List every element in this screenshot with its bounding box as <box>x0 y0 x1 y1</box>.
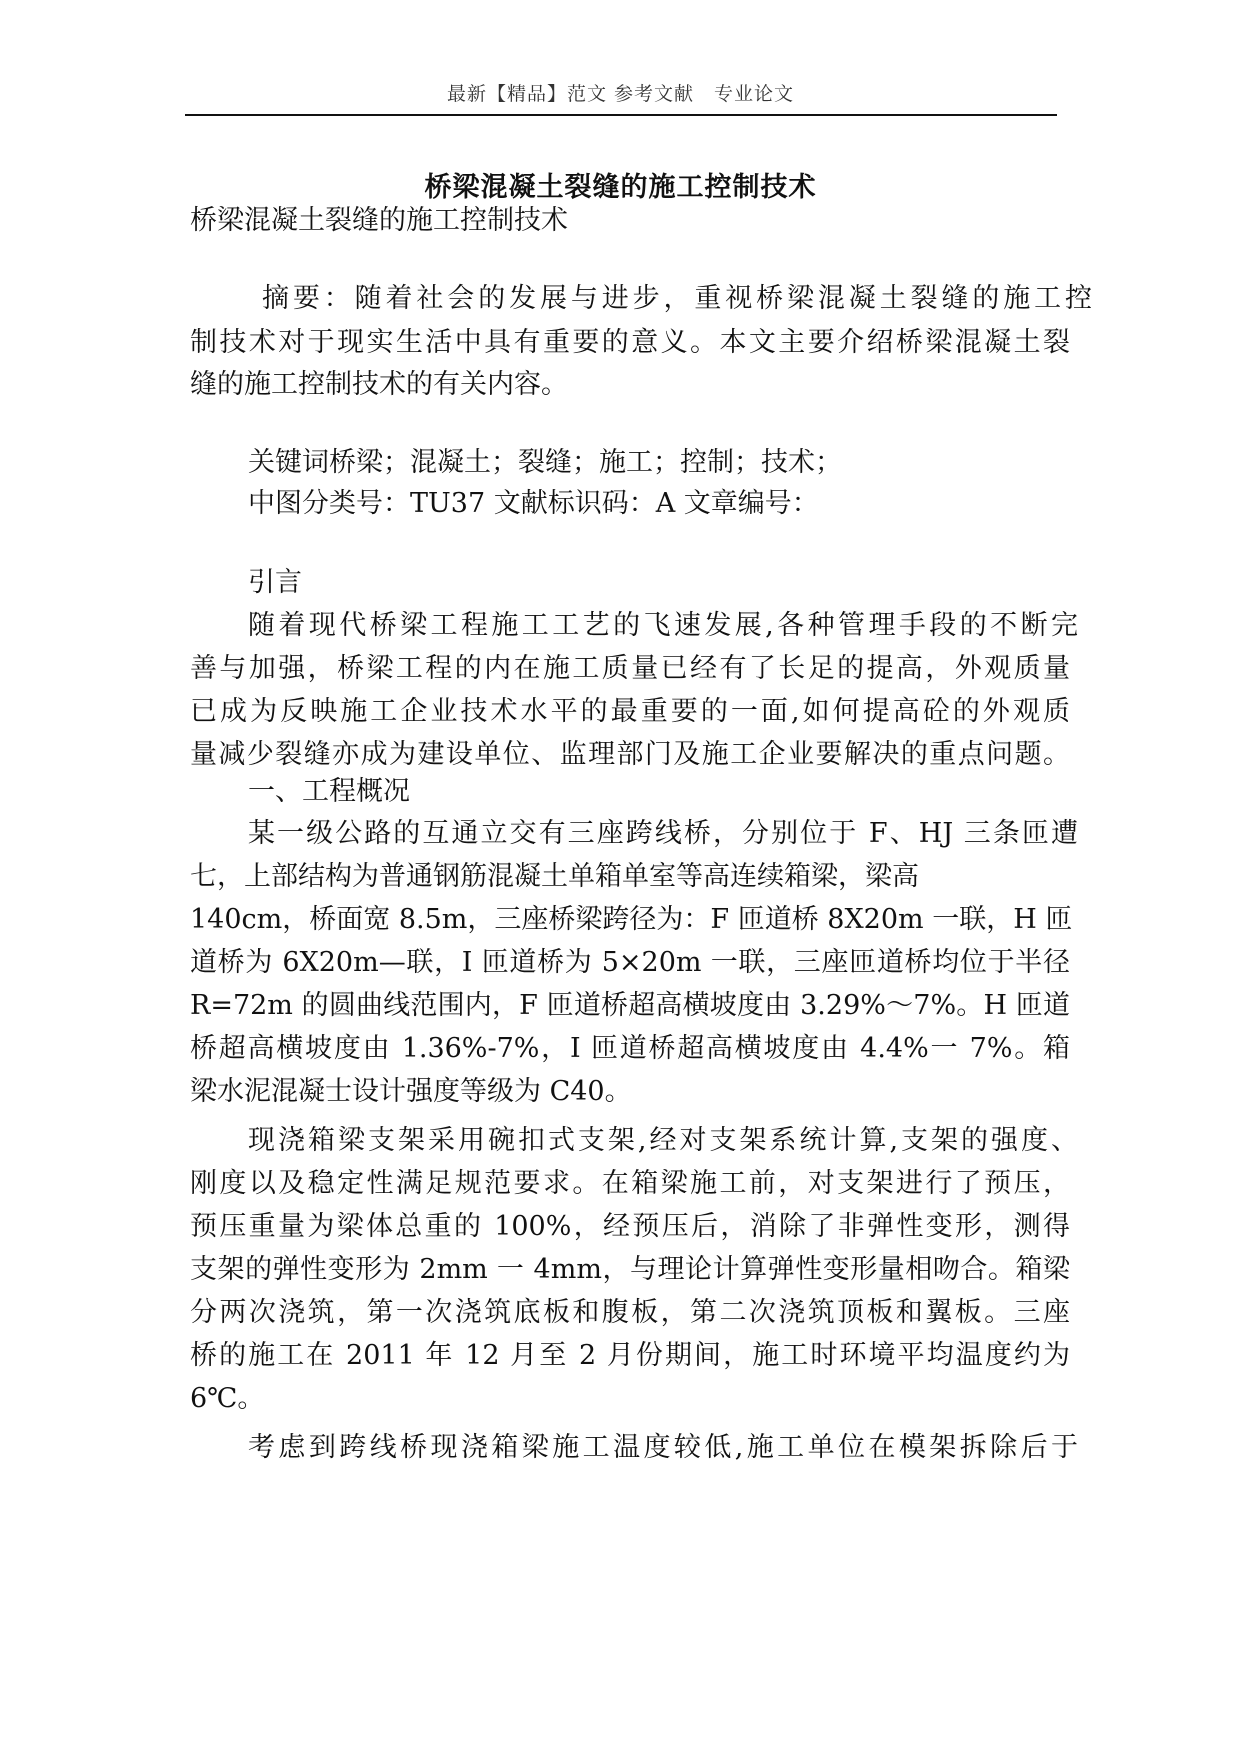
abstract-line: 缝的施工控制技术的有关内容。 <box>190 369 568 400</box>
document-subtitle: 桥梁混凝土裂缝的施工控制技术 <box>190 205 568 236</box>
paragraph-line: R=72m 的圆曲线范围内，F 匝道桥超高横坡度由 3.29%～7%。H 匝道 <box>190 990 1070 1021</box>
paragraph-line: 现浇箱梁支架采用碗扣式支架,经对支架系统计算,支架的强度、 <box>248 1125 1078 1156</box>
paragraph-line: 分两次浇筑，第一次浇筑底板和腹板，第二次浇筑顶板和翼板。三座 <box>190 1297 1070 1328</box>
paragraph-line: 某一级公路的互通立交有三座跨线桥，分别位于 F、HJ 三条匝遭 <box>248 818 1078 849</box>
paragraph-line: 桥的施工在 2011 年 12 月至 2 月份期间，施工时环境平均温度约为 <box>190 1340 1070 1371</box>
classification-line: 中图分类号：TU37 文献标识码：A 文章编号： <box>248 488 819 519</box>
paragraph-line: 七，上部结构为普通钢筋混凝土单箱单室等高连续箱梁，梁高 <box>190 861 919 892</box>
abstract-line: 摘要：随着社会的发展与进步，重视桥梁混凝土裂缝的施工控 <box>262 283 1092 314</box>
paragraph-line: 桥超高横坡度由 1.36%-7%，I 匝道桥超高横坡度由 4.4%一 7%。箱 <box>190 1033 1070 1064</box>
intro-heading: 引言 <box>248 567 302 598</box>
document-title: 桥梁混凝土裂缝的施工控制技术 <box>424 172 817 203</box>
paragraph-line: 道桥为 6X20m—联，I 匝道桥为 5×20m 一联，三座匝道桥均位于半径 <box>190 947 1070 978</box>
paragraph-line: 刚度以及稳定性满足规范要求。在箱梁施工前，对支架进行了预压， <box>190 1168 1070 1199</box>
paragraph-line: 考虑到跨线桥现浇箱梁施工温度较低,施工单位在模架拆除后于 <box>248 1432 1078 1463</box>
intro-line: 已成为反映施工企业技术水平的最重要的一面,如何提高砼的外观质 <box>190 696 1070 727</box>
paragraph-line: 140cm，桥面宽 8.5m，三座桥梁跨径为：F 匝道桥 8X20m 一联，H 匝 <box>190 904 1073 935</box>
paragraph-line: 梁水泥混凝士设计强度等级为 C40。 <box>190 1076 632 1107</box>
paragraph-line: 预压重量为梁体总重的 100%，经预压后，消除了非弹性变形，测得 <box>190 1211 1070 1242</box>
abstract-line: 制技术对于现实生活中具有重要的意义。本文主要介绍桥梁混凝土裂 <box>190 327 1070 358</box>
intro-line: 随着现代桥梁工程施工工艺的飞速发展,各种管理手段的不断完 <box>248 610 1078 641</box>
intro-line: 量减少裂缝亦成为建设单位、监理部门及施工企业要解决的重点问题。 <box>190 739 1070 770</box>
intro-line: 善与加强，桥梁工程的内在施工质量已经有了长足的提高，外观质量 <box>190 653 1070 684</box>
section-heading: 一、工程概况 <box>248 776 410 807</box>
page-header: 最新【精品】范文 参考文献 专业论文 <box>446 83 795 105</box>
paragraph-line: 支架的弹性变形为 2mm 一 4mm，与理论计算弹性变形量相吻合。箱梁 <box>190 1254 1070 1285</box>
paragraph-line: 6℃。 <box>190 1383 265 1414</box>
keywords: 关键词桥梁；混凝土；裂缝；施工；控制；技术； <box>248 447 842 478</box>
header-divider <box>185 114 1057 116</box>
